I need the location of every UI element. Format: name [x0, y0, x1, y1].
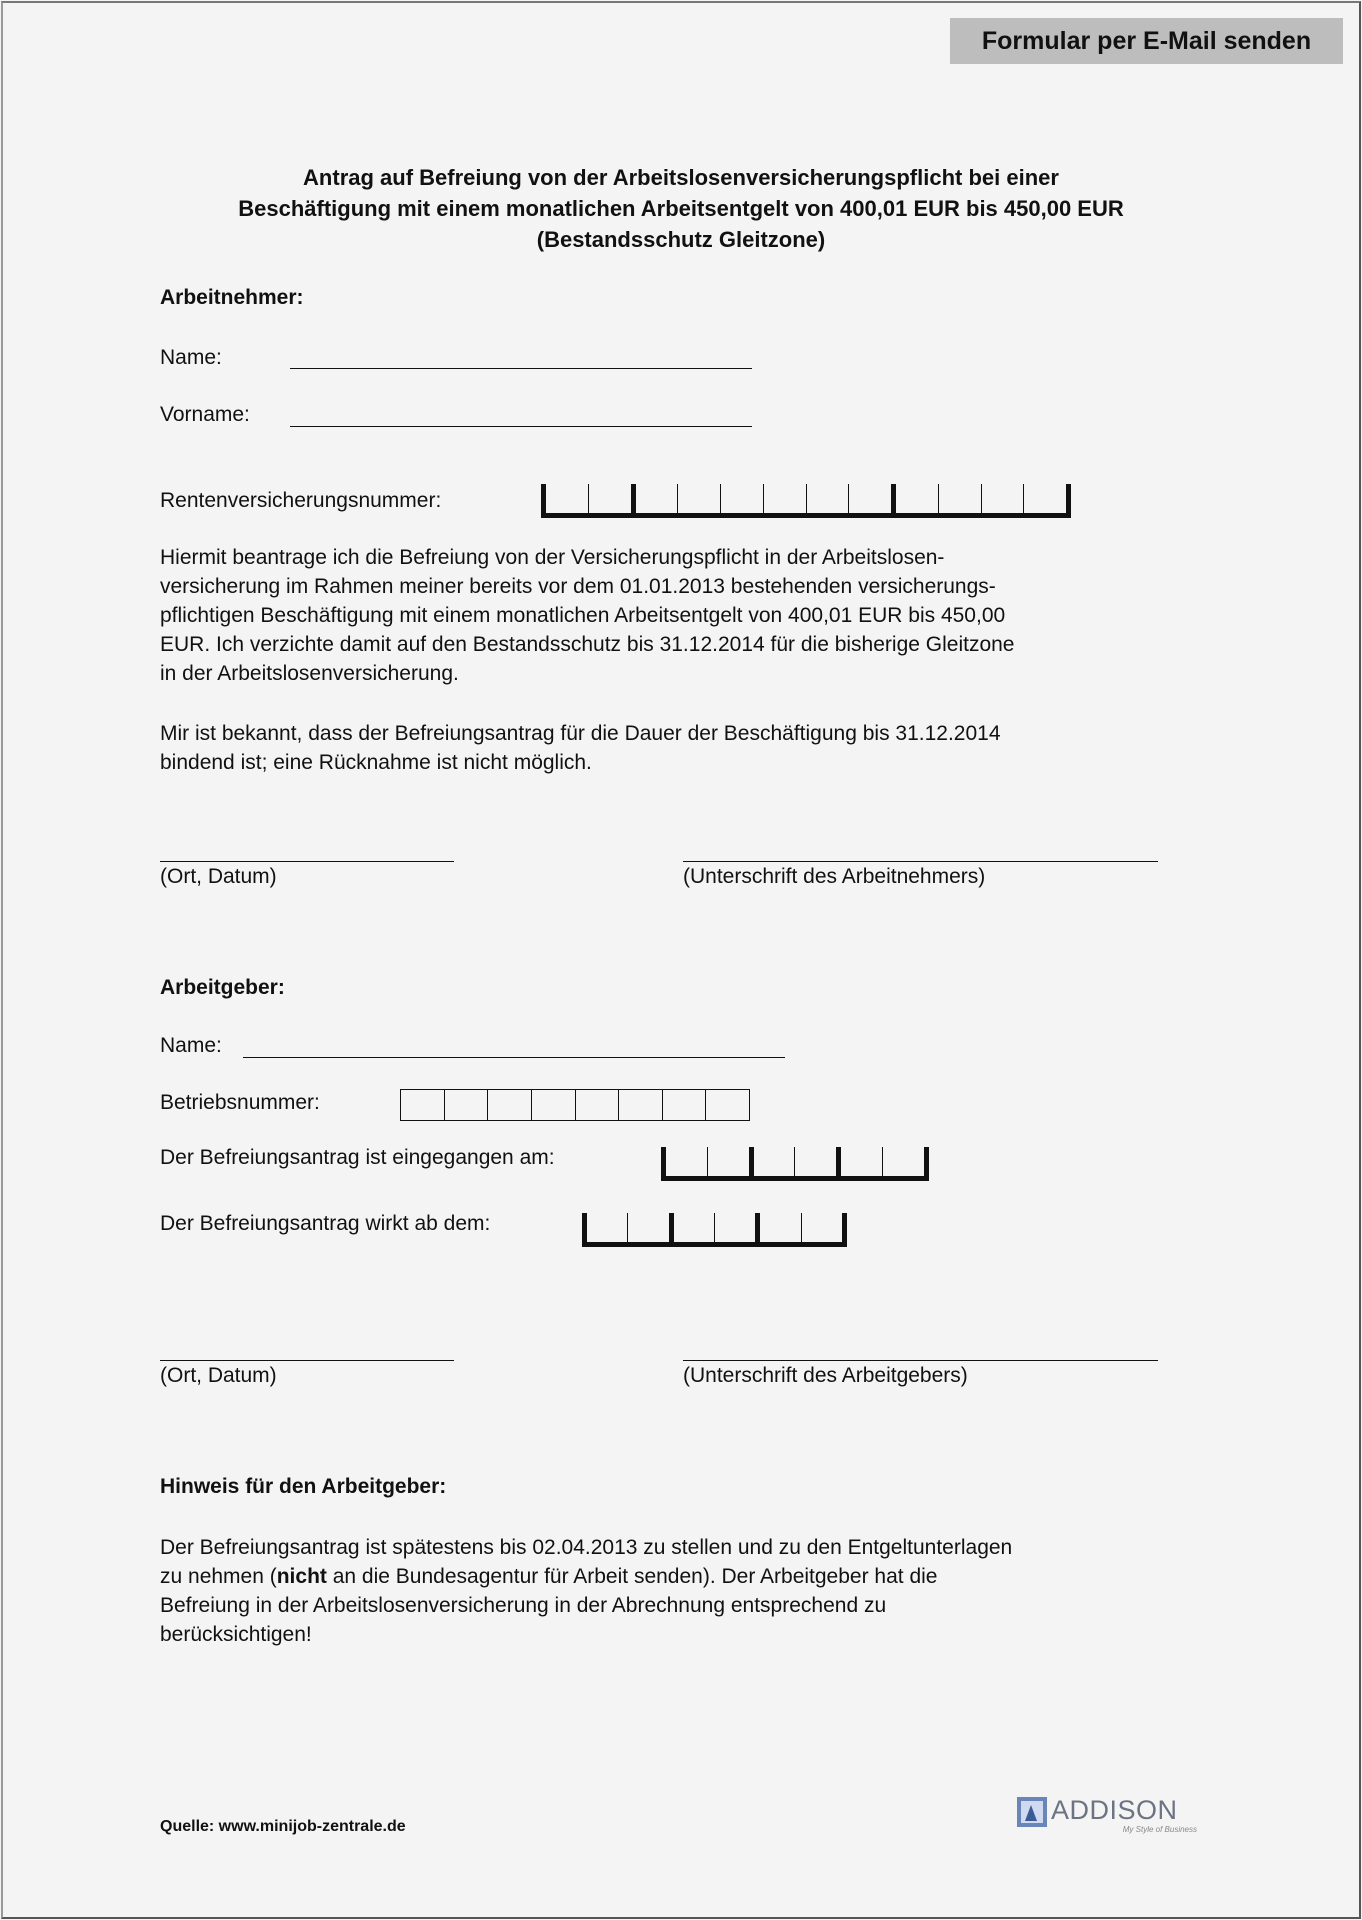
form-title	[0, 162, 1362, 255]
application-paragraph	[160, 543, 1200, 688]
text-span: an die Bundesagentur für Arbeit senden). Der Arbeitgeber hat die	[326, 1565, 938, 1588]
text-line: Der Befreiungsantrag ist spätestens bis 02.04.2013 zu stellen und zu den Entgeltunterlagen	[160, 1536, 1013, 1559]
text-span: zu nehmen (	[160, 1565, 277, 1588]
logo-text: ADDISON	[1051, 1795, 1178, 1825]
binding-paragraph	[160, 719, 1200, 777]
employee-vorname-label: Vorname:	[160, 403, 250, 426]
text-line: Befreiung in der Arbeitslosenversicherung in der Abrechnung entsprechend zu	[160, 1594, 887, 1617]
betriebsnummer-field[interactable]	[400, 1089, 750, 1121]
text-line: versicherung im Rahmen meiner bereits vor dem 01.01.2013 bestehenden versicherungs-	[160, 575, 996, 598]
employee-signature-label: (Unterschrift des Arbeitnehmers)	[683, 865, 986, 888]
send-form-by-email-button[interactable]: Formular per E-Mail senden	[950, 18, 1343, 64]
received-date-label: Der Befreiungsantrag ist eingegangen am:	[160, 1146, 555, 1169]
employee-signature-field[interactable]	[683, 861, 1158, 862]
employee-place-date-field[interactable]	[160, 861, 454, 862]
addison-logo-icon	[1017, 1797, 1047, 1827]
note-heading: Hinweis für den Arbeitgeber:	[160, 1475, 447, 1498]
emphasis-text: nicht	[276, 1565, 327, 1588]
rv-number-label: Rentenversicherungsnummer:	[160, 489, 442, 512]
employer-place-date-label: (Ort, Datum)	[160, 1364, 277, 1387]
effective-date-label: Der Befreiungsantrag wirkt ab dem:	[160, 1212, 491, 1235]
text-line: Hiermit beantrage ich die Befreiung von der Versicherungspflicht in der Arbeitslosen-	[160, 546, 945, 569]
betriebsnummer-label: Betriebsnummer:	[160, 1091, 320, 1114]
effective-date-field[interactable]	[582, 1213, 847, 1247]
employer-place-date-field[interactable]	[160, 1360, 454, 1361]
employee-place-date-label: (Ort, Datum)	[160, 865, 277, 888]
title-line: (Bestandsschutz Gleitzone)	[536, 227, 826, 252]
employer-heading: Arbeitgeber:	[160, 976, 285, 999]
source-text: Quelle: www.minijob-zentrale.de	[160, 1818, 406, 1835]
title-line: Beschäftigung mit einem monatlichen Arbeitsentgelt von 400,01 EUR bis 450,00 EUR	[238, 196, 1124, 221]
employer-name-field[interactable]	[243, 1057, 785, 1058]
employer-signature-field[interactable]	[683, 1360, 1158, 1361]
employee-name-label: Name:	[160, 346, 222, 369]
employee-name-field[interactable]	[290, 368, 752, 369]
title-line: Antrag auf Befreiung von der Arbeitslosenversicherungspflicht bei einer	[303, 165, 1059, 190]
note-paragraph	[160, 1533, 1200, 1649]
text-line: in der Arbeitslosenversicherung.	[160, 662, 459, 685]
text-line: berücksichtigen!	[160, 1623, 312, 1646]
text-line: bindend ist; eine Rücknahme ist nicht möglich.	[160, 751, 592, 774]
text-line: pflichtigen Beschäftigung mit einem monatlichen Arbeitsentgelt von 400,01 EUR bis 450,00	[160, 604, 1006, 627]
logo-tagline: My Style of Business	[1122, 1825, 1197, 1834]
text-line: EUR. Ich verzichte damit auf den Bestandsschutz bis 31.12.2014 für die bisherige Gleitzone	[160, 633, 1015, 656]
employer-signature-label: (Unterschrift des Arbeitgebers)	[683, 1364, 968, 1387]
received-date-field[interactable]	[661, 1147, 929, 1181]
text-line: Mir ist bekannt, dass der Befreiungsantrag für die Dauer der Beschäftigung bis 31.12.2014	[160, 722, 1001, 745]
text-line	[160, 1562, 1200, 1591]
rv-number-field[interactable]	[541, 484, 1071, 518]
employee-heading: Arbeitnehmer:	[160, 286, 304, 309]
employer-name-label: Name:	[160, 1034, 222, 1057]
employee-vorname-field[interactable]	[290, 426, 752, 427]
addison-logo	[1017, 1795, 1197, 1837]
